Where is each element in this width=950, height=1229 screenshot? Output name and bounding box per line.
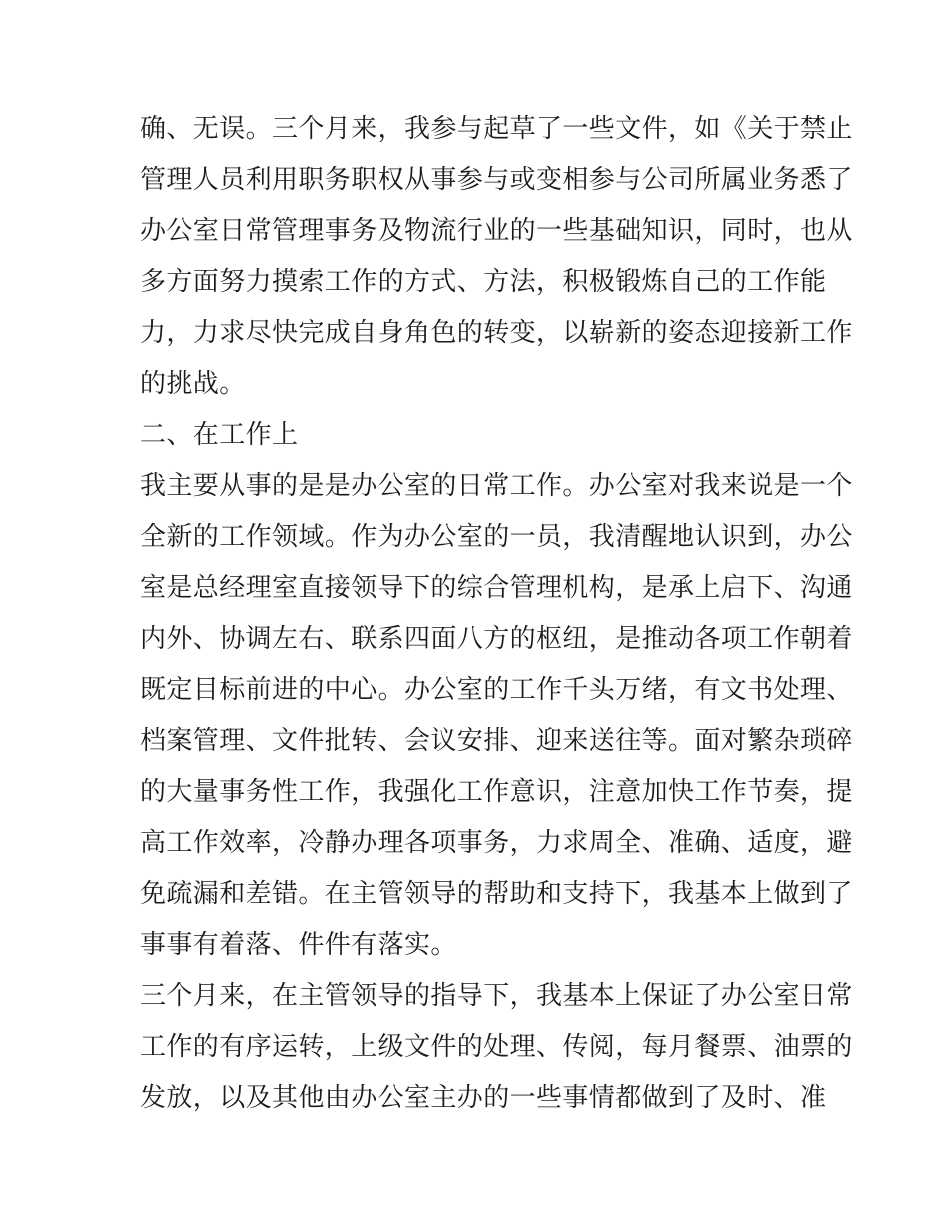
- text-line: 确、无误。三个月来，我参与起草了一些文件，如《关于禁止: [140, 114, 853, 144]
- text-line: 室是总经理室直接领导下的综合管理机构，是承上启下、沟通: [140, 573, 853, 603]
- text-line: 既定目标前进的中心。办公室的工作千头万绪，有文书处理、: [140, 675, 853, 705]
- text-line: 档案管理、文件批转、会议安排、迎来送往等。面对繁杂琐碎: [140, 726, 853, 756]
- text-line: 管理人员利用职务职权从事参与或变相参与公司所属业务悉了: [140, 165, 853, 195]
- text-line: 办公室日常管理事务及物流行业的一些基础知识，同时，也从: [140, 216, 853, 246]
- text-line: 我主要从事的是是办公室的日常工作。办公室对我来说是一个: [140, 471, 853, 501]
- text-line: 全新的工作领域。作为办公室的一员，我清醒地认识到，办公: [140, 522, 853, 552]
- text-line: 内外、协调左右、联系四面八方的枢纽，是推动各项工作朝着: [140, 624, 853, 654]
- text-line: 的大量事务性工作，我强化工作意识，注意加快工作节奏，提: [140, 777, 853, 807]
- text-line: 发放，以及其他由办公室主办的一些事情都做到了及时、准: [140, 1083, 827, 1113]
- text-line: 工作的有序运转，上级文件的处理、传阅，每月餐票、油票的: [140, 1032, 853, 1062]
- text-line: 的挑战。: [140, 369, 246, 399]
- text-line: 免疏漏和差错。在主管领导的帮助和支持下，我基本上做到了: [140, 879, 853, 909]
- text-line: 三个月来，在主管领导的指导下，我基本上保证了办公室日常: [140, 981, 853, 1011]
- section-heading: 二、在工作上: [140, 420, 299, 450]
- text-line: 力，力求尽快完成自身角色的转变，以崭新的姿态迎接新工作: [140, 318, 853, 348]
- text-line: 事事有着落、件件有落实。: [140, 930, 457, 960]
- text-line: 高工作效率，冷静办理各项事务，力求周全、准确、适度，避: [140, 828, 853, 858]
- text-line: 多方面努力摸索工作的方式、方法，积极锻炼自己的工作能: [140, 267, 827, 297]
